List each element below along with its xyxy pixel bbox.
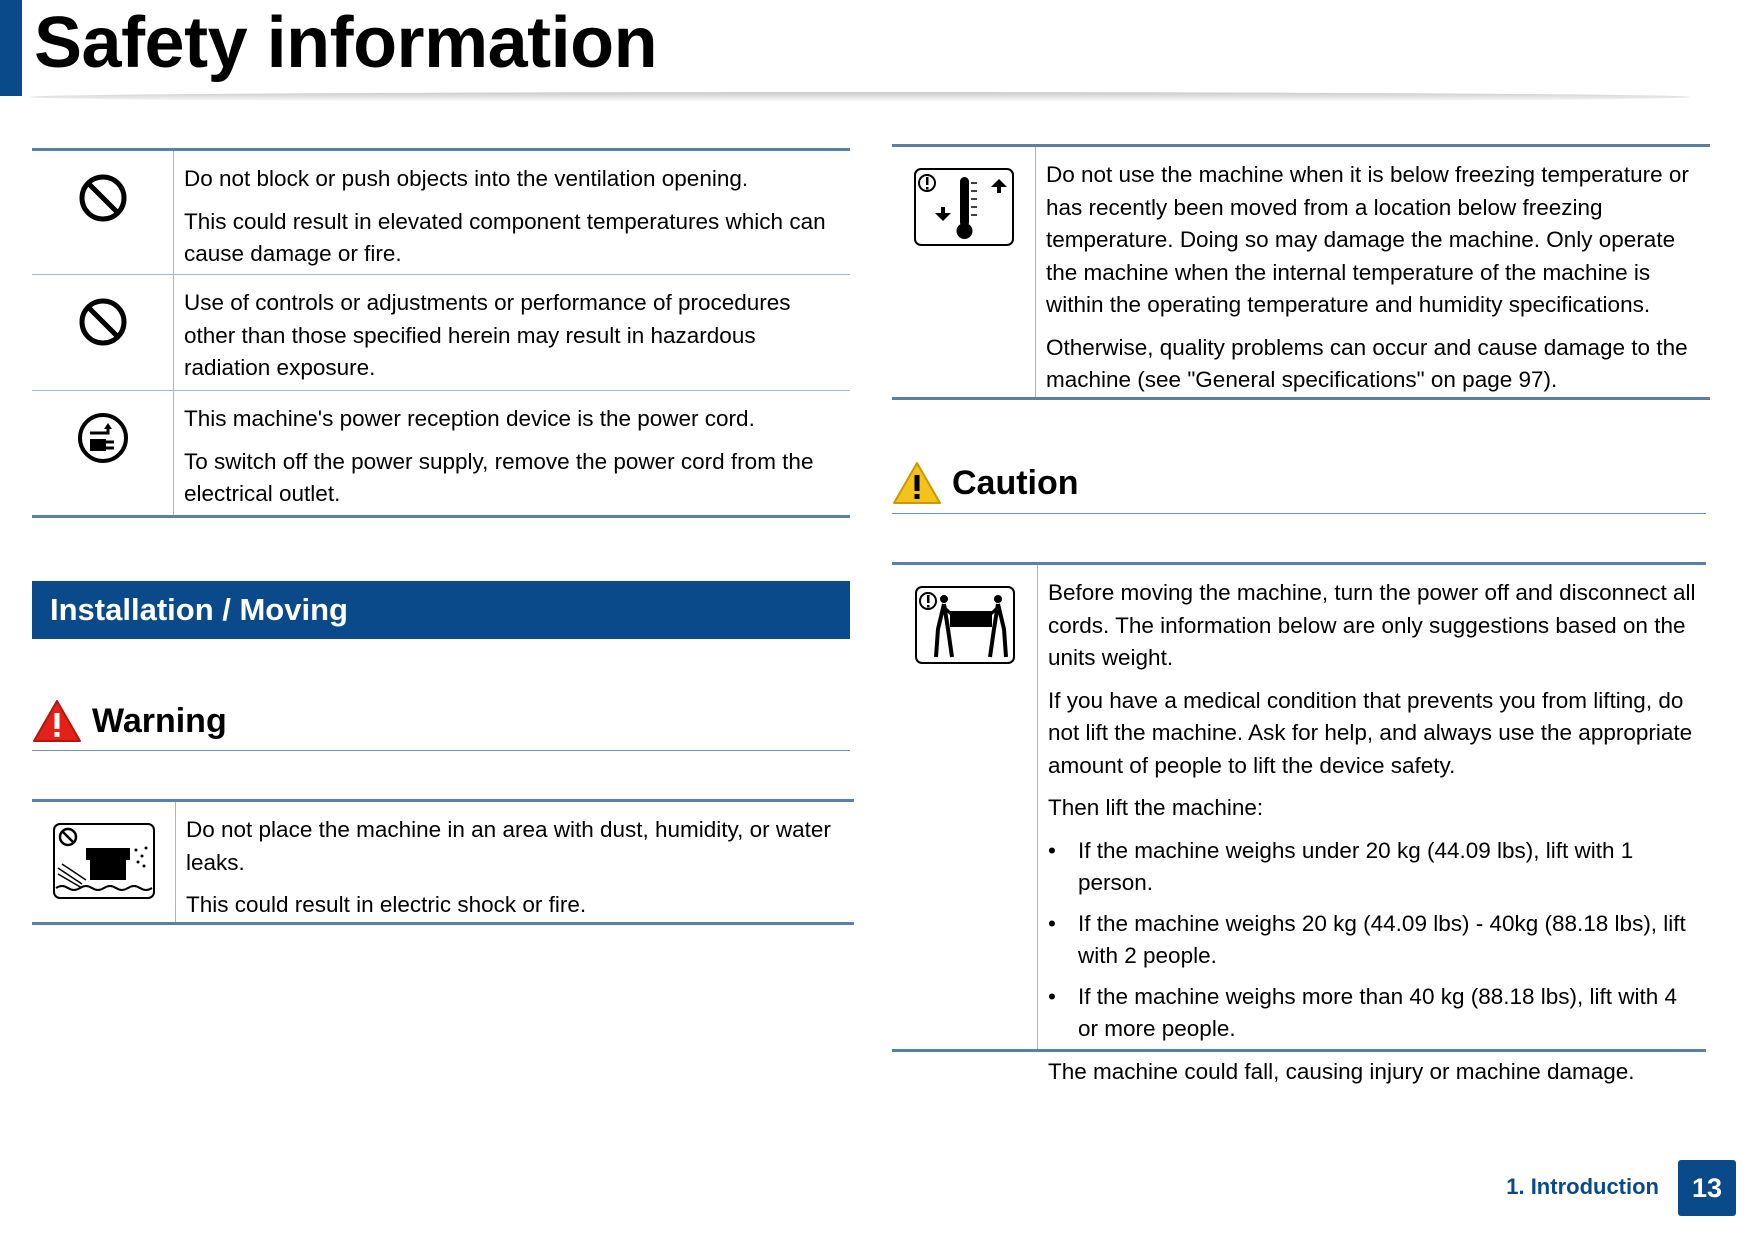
table-row (32, 390, 850, 515)
table-row (892, 147, 1710, 397)
row-text: Do not block or push objects into the ventilation opening. (184, 166, 749, 191)
section-header-installation: Installation / Moving (32, 581, 850, 639)
table-row (32, 802, 854, 922)
table-row (32, 151, 850, 274)
warning-table (32, 799, 854, 925)
warning-heading (32, 697, 227, 745)
unplug-icon (76, 411, 130, 465)
row-text: Otherwise, quality problems can occur and cause damage to the machine (see "General specifications" on page 97). (1046, 334, 1688, 392)
row-text: This could result in electric shock or fire. (186, 892, 587, 917)
warning-divider (32, 750, 850, 751)
table-row (32, 274, 850, 390)
no-dust-humidity-icon (52, 822, 156, 900)
caution-text: The machine could fall, causing injury or machine damage. (1048, 1058, 1635, 1084)
page-title: Safety information (34, 3, 658, 83)
temperature-warning-icon (913, 167, 1015, 247)
title-accent-bar (0, 0, 22, 96)
prohibited-icon (78, 297, 128, 347)
caution-divider (892, 513, 1706, 514)
caution-text: Before moving the machine, turn the power off and disconnect all cords. The information below are only suggestions based on the units weight. (1048, 580, 1696, 670)
row-text: Do not place the machine in an area with dust, humidity, or water leaks. (186, 817, 831, 875)
page-number: 13 (1678, 1160, 1736, 1216)
caution-icon (892, 461, 942, 505)
list-item: • If the machine weighs under 20 kg (44.09 lbs), lift with 1 person. (1048, 835, 1696, 900)
caution-text: If you have a medical condition that prevents you from lifting, do not lift the machine. Ask for help, and always use the appropriate amount of people to lift the device safety. (1048, 687, 1693, 778)
prohibited-icon (78, 173, 128, 223)
caution-text: Then lift the machine: (1048, 795, 1264, 820)
caution-heading (892, 459, 1079, 507)
caution-table (892, 562, 1706, 1084)
footer-chapter: 1. Introduction (1506, 1174, 1659, 1199)
freezing-table (892, 144, 1710, 400)
top-safety-table (32, 148, 850, 518)
row-text: To switch off the power supply, remove the power cord from the electrical outlet. (184, 448, 814, 506)
lift-guidelines-list (1048, 835, 1696, 1046)
table-row (892, 565, 1706, 1084)
row-text: Do not use the machine when it is below freezing temperature or has recently been moved from a location below freezing temperature. Doing so may damage the machine. Only operate the machine when the internal temperature of the machine is within the operating temperature and humidity specifications. (1046, 162, 1689, 317)
list-item: • If the machine weighs 20 kg (44.09 lbs) - 40kg (88.18 lbs), lift with 2 people. (1048, 908, 1696, 973)
warning-label: Warning (92, 701, 227, 740)
row-text: This could result in elevated component temperatures which can cause damage or fire. (184, 208, 826, 266)
row-text: Use of controls or adjustments or performance of procedures other than those specified herein may result in hazardous radiation exposure. (184, 290, 791, 380)
row-text: This machine's power reception device is the power cord. (184, 406, 755, 431)
two-person-lift-icon (914, 585, 1016, 665)
caution-label: Caution (952, 463, 1079, 502)
list-item: • If the machine weighs more than 40 kg (88.18 lbs), lift with 4 or more people. (1048, 981, 1696, 1046)
title-divider (30, 92, 1690, 102)
warning-icon (32, 699, 82, 743)
